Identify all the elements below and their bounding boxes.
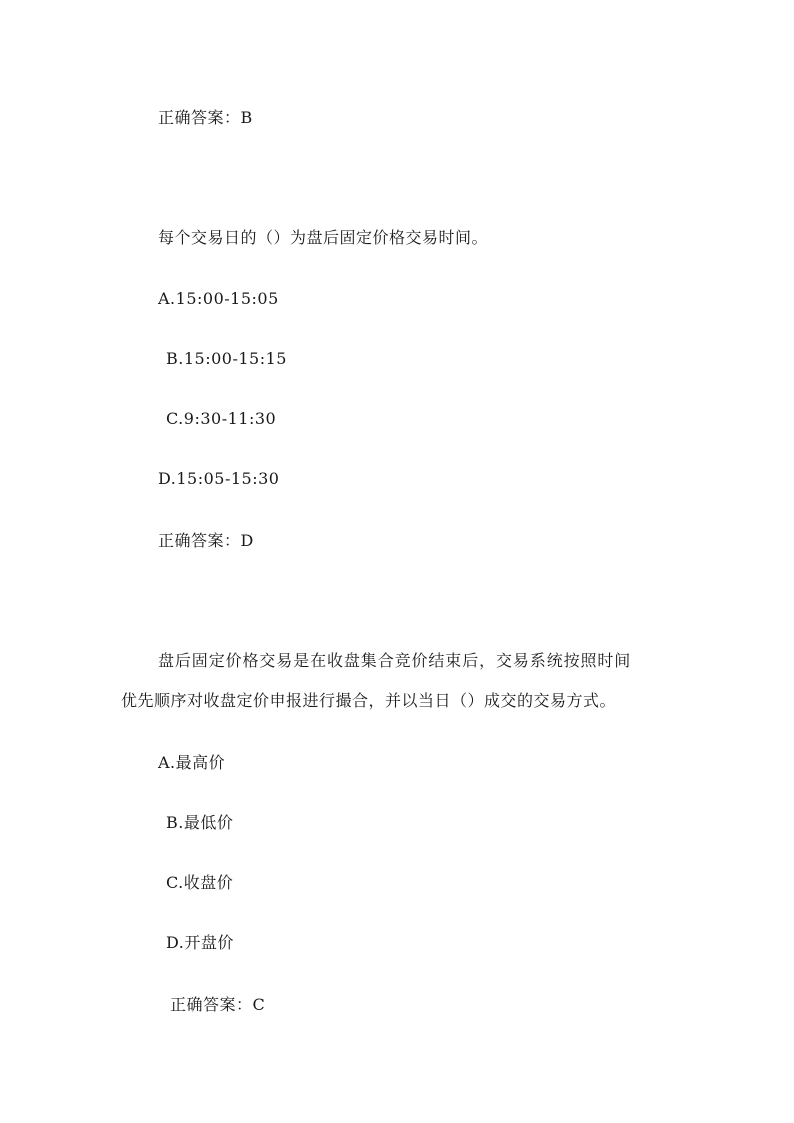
question-stem-q2-line1: 盘后固定价格交易是在收盘集合竞价结束后，交易系统按照时间 (158, 651, 632, 670)
option-c-q2: C.收盘价 (166, 873, 234, 892)
option-b-q1: B.15:00-15:15 (166, 349, 287, 368)
option-a-q2: A.最高价 (158, 753, 226, 772)
answer-line-q1: 正确答案：D (158, 531, 254, 550)
question-stem-q1: 每个交易日的（）为盘后固定价格交易时间。 (158, 228, 489, 247)
option-a-q1: A.15:00-15:05 (158, 289, 279, 308)
answer-line-q2: 正确答案：C (170, 995, 266, 1014)
answer-line-q0: 正确答案：B (158, 108, 253, 127)
question-stem-q2-line2: 优先顺序对收盘定价申报进行撮合，并以当日（）成交的交易方式。 (121, 691, 617, 710)
option-d-q1: D.15:05-15:30 (158, 469, 280, 488)
option-b-q2: B.最低价 (166, 813, 234, 832)
option-c-q1: C.9:30-11:30 (166, 409, 277, 428)
option-d-q2: D.开盘价 (166, 933, 234, 952)
